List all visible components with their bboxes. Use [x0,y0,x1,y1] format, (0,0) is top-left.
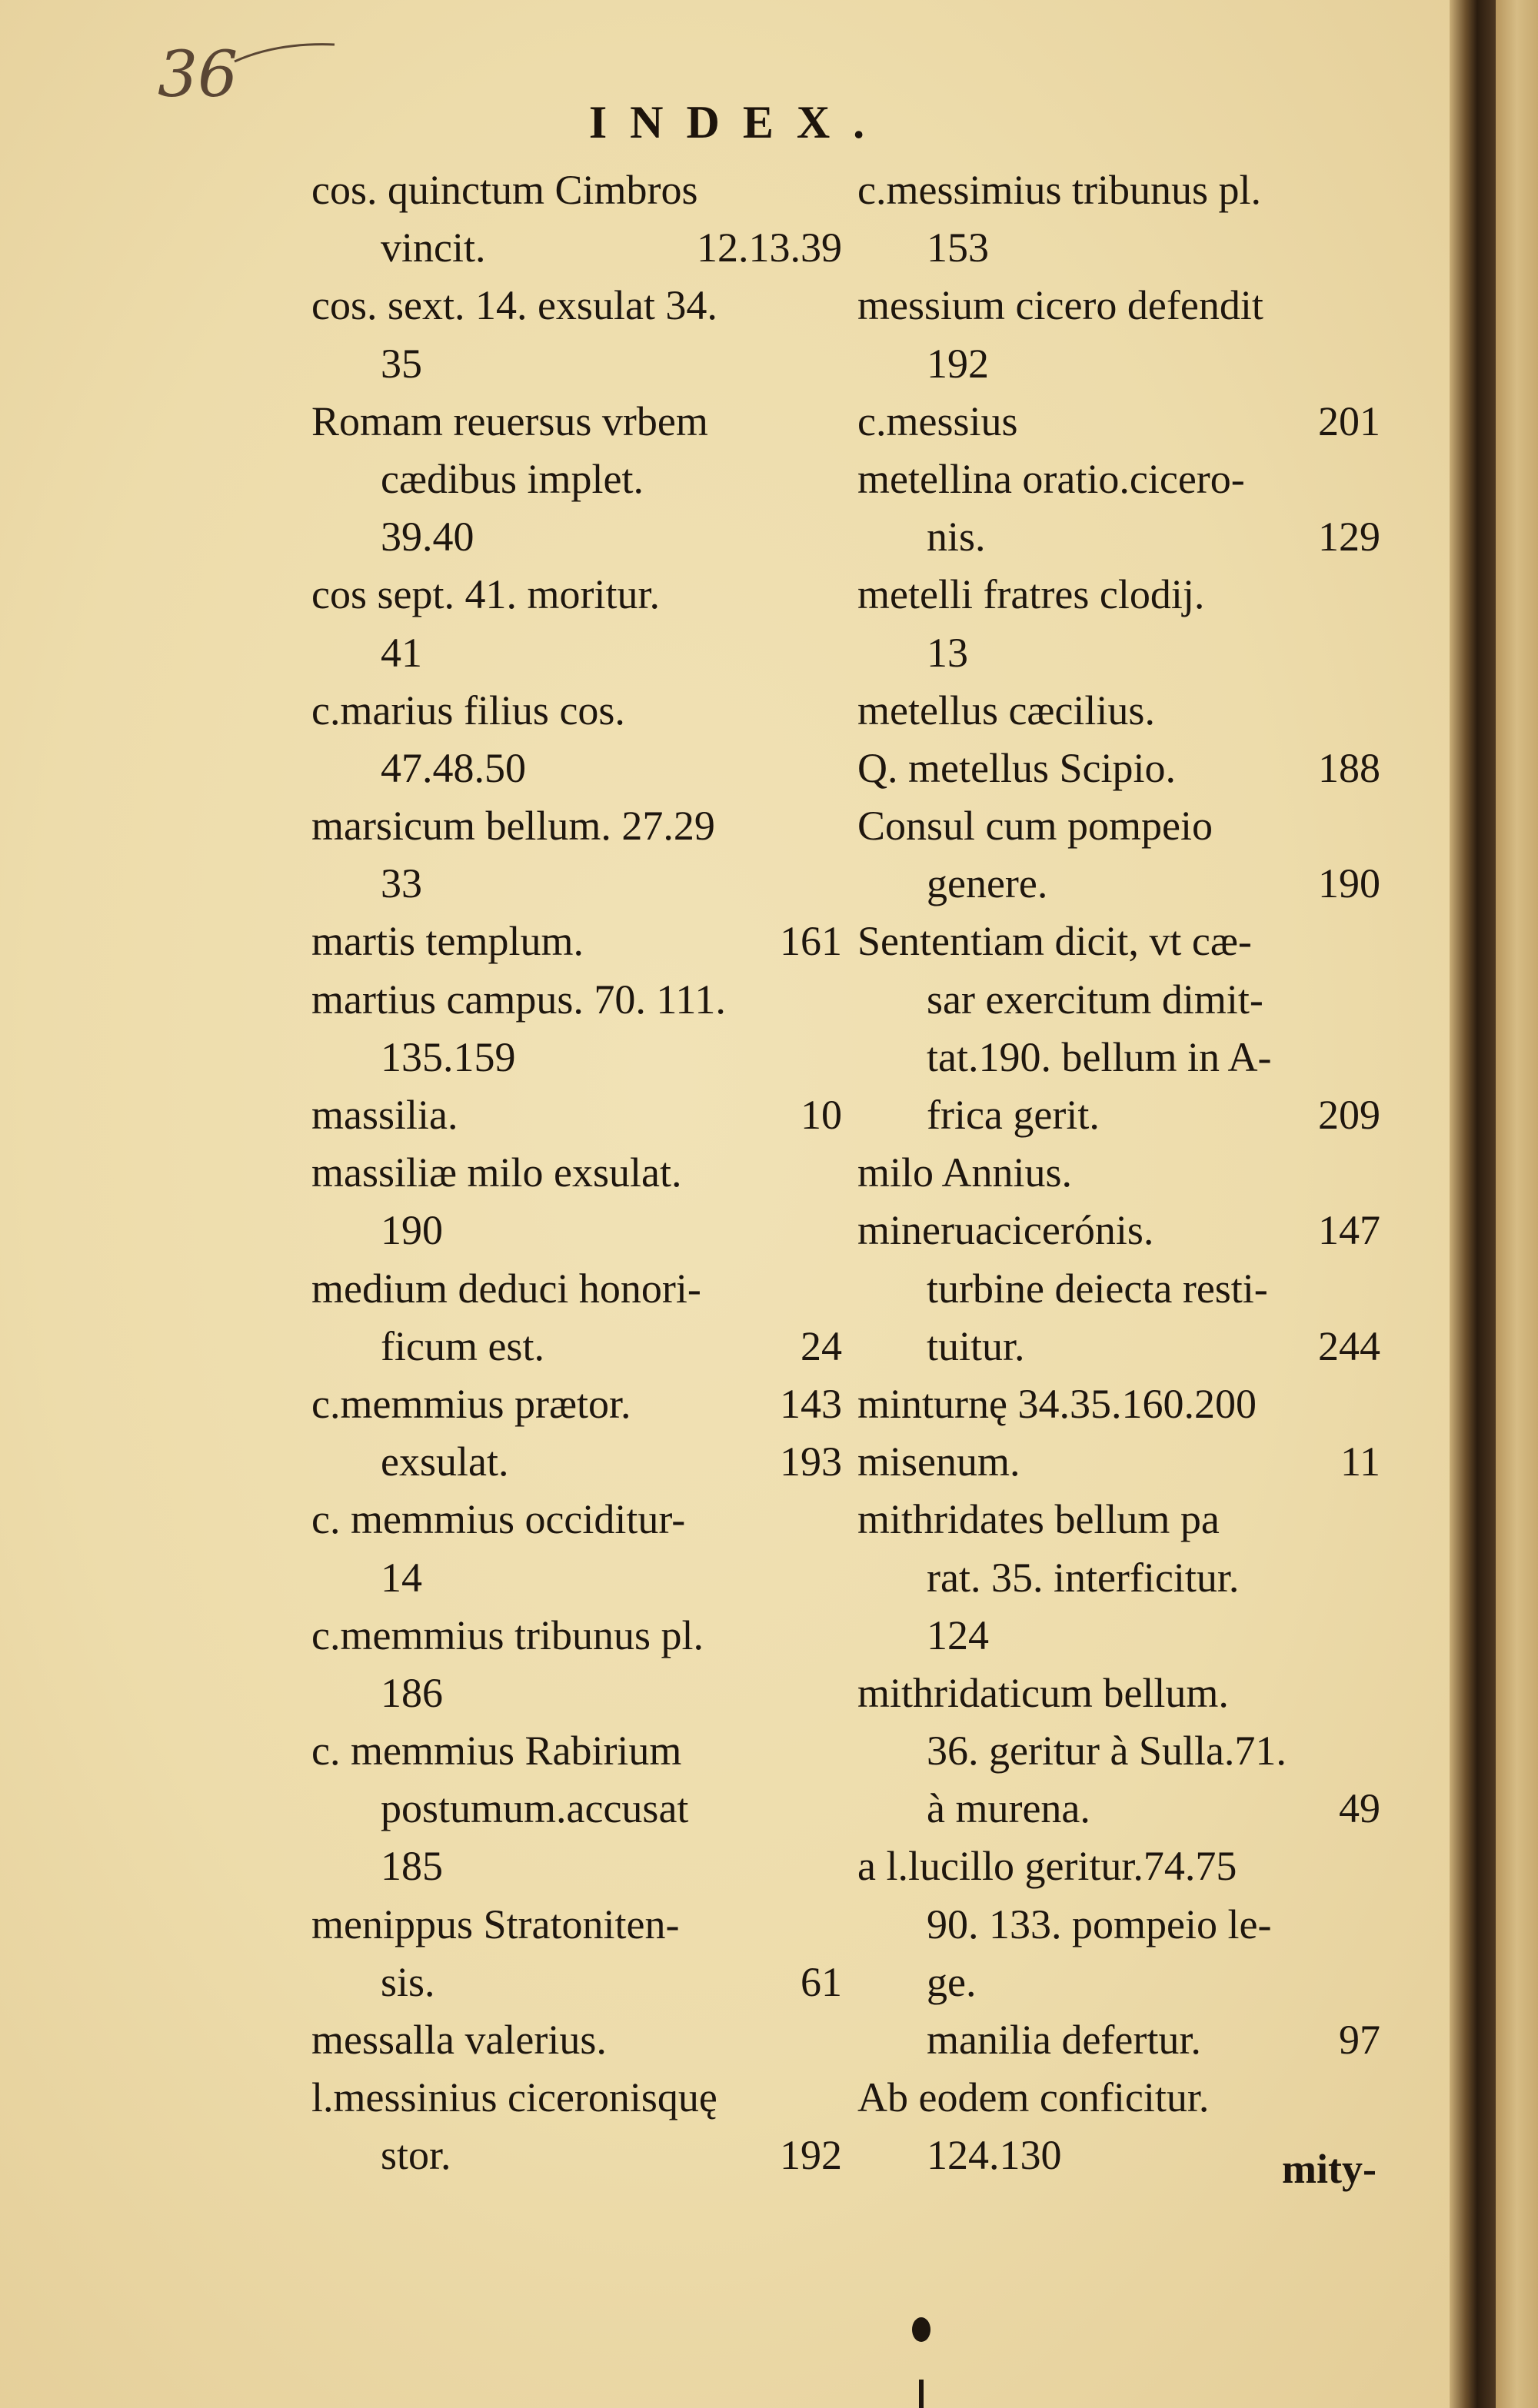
index-entry-line [311,508,842,566]
index-entry-line [311,451,842,508]
index-entry-text: martius campus. 70. 111. [311,976,726,1023]
index-entry-line [311,913,842,970]
index-entry-line [311,1722,842,1780]
printer-ornament [906,2307,937,2408]
index-entry-text: messium cicero defendit [857,282,1263,329]
page-header: INDEX. [588,97,888,148]
index-entry-text: a l.lucillo geritur.74.75 [857,1843,1237,1890]
index-entry-text: marsicum bellum. 27.29 [311,803,715,850]
index-entry-line [857,624,1380,682]
index-entry-text: tat.190. bellum in A- [927,1033,1272,1080]
index-entry-text: stor. [381,2132,451,2179]
index-page-ref: 147 [1318,1207,1380,1254]
index-entry-line [857,277,1380,334]
index-entry-line [857,855,1380,913]
index-page-ref: 201 [1318,397,1380,444]
index-page-ref: 143 [780,1380,842,1427]
index-entry-line [857,1433,1380,1491]
index-entry-text: massilia. [311,1092,458,1138]
index-entry-line [857,508,1380,566]
index-entry-line [857,1607,1380,1665]
index-entry-line [857,1202,1380,1259]
index-entry-text: l.messinius ciceronisquę [311,2074,717,2121]
index-entry-line [311,1838,842,1895]
facing-page-edge [1496,0,1538,2408]
index-entry-line [311,797,842,855]
index-entry-text: Ab eodem conficitur. [857,2074,1210,2121]
index-page-ref: 192 [780,2132,842,2179]
index-entry-text: ficum est. [381,1322,544,1369]
index-entry-text: 124 [927,1611,989,1658]
index-entry-line [857,913,1380,970]
index-entry-line [311,740,842,797]
index-entry-text: genere. [927,860,1048,907]
index-entry-line [311,1607,842,1665]
index-entry-line [857,219,1380,277]
index-page-ref: 24 [801,1322,842,1369]
index-entry-text: Q. metellus Scipio. [857,744,1176,791]
index-entry-text: tuitur. [927,1322,1025,1369]
index-entry-text: 186 [381,1669,443,1716]
index-page-ref: 11 [1340,1438,1380,1485]
index-entry-text: Romam reuersus vrbem [311,397,708,444]
index-entry-text: 153 [927,225,989,271]
index-entry-line [857,1144,1380,1202]
index-page-ref: 49 [1339,1785,1380,1832]
index-entry-text: 39.40 [381,514,474,560]
index-entry-text: mineruacicerónis. [857,1207,1154,1254]
index-entry-line [311,2127,842,2184]
index-entry-text: cos. quinctum Cimbros [311,167,698,213]
index-entry-text: sar exercitum dimit- [927,976,1263,1023]
index-entry-line [311,1260,842,1318]
index-entry-text: mithridates bellum pa [857,1496,1220,1543]
index-entry-text: postumum.accusat [381,1785,689,1832]
index-entry-line [311,682,842,740]
index-entry-text: mithridaticum bellum. [857,1669,1229,1716]
index-entry-line [311,1433,842,1491]
index-entry-text: 90. 133. pompeio le- [927,1901,1272,1947]
index-entry-line [857,1838,1380,1895]
index-entry-line [311,1318,842,1375]
index-entry-text: frica gerit. [927,1092,1100,1138]
index-column-right [857,161,1380,2185]
index-entry-text: 41 [381,629,422,676]
index-entry-line [311,2011,842,2069]
index-entry-text: ge. [927,1958,977,2005]
index-entry-line [311,1954,842,2011]
index-entry-text: vincit. [381,225,486,271]
index-entry-text: 14 [381,1554,422,1601]
index-entry-text: messalla valerius. [311,2017,607,2063]
index-entry-text: 13 [927,629,968,676]
index-entry-line [311,566,842,624]
index-entry-text: Consul cum pompeio [857,803,1213,850]
index-entry-line [857,566,1380,624]
index-entry-text: c.marius filius cos. [311,687,625,733]
index-entry-line [857,1722,1380,1780]
index-entry-line [857,2069,1380,2127]
index-entry-text: 33 [381,860,422,907]
index-page-ref: 188 [1318,744,1380,791]
index-entry-text: 135.159 [381,1033,516,1080]
index-entry-line [311,161,842,219]
index-entry-text: 190 [381,1207,443,1254]
index-entry-line [311,624,842,682]
index-page-ref: 193 [780,1438,842,1485]
index-entry-line [857,451,1380,508]
index-entry-line [311,1896,842,1954]
index-entry-line [857,1780,1380,1838]
index-entry-text: menippus Stratoniten- [311,1901,680,1947]
catchword: mity- [1282,2146,1377,2192]
index-entry-line [857,1491,1380,1548]
index-page-ref: 244 [1318,1322,1380,1369]
index-page-ref: 161 [780,918,842,965]
index-entry-text: metelli fratres clodij. [857,571,1205,618]
index-entry-line [311,1086,842,1144]
index-entry-text: metellus cæcilius. [857,687,1155,733]
index-entry-line [857,1029,1380,1086]
index-entry-text: milo Annius. [857,1149,1073,1196]
index-entry-line [311,1202,842,1259]
index-entry-text: c.memmius tribunus pl. [311,1611,704,1658]
index-entry-text: minturnę 34.35.160.200 [857,1380,1257,1427]
index-entry-line [311,1491,842,1548]
index-entry-line [311,335,842,393]
index-page-ref: 129 [1318,514,1380,560]
index-entry-text: 124.130 [927,2132,1062,2179]
index-entry-text: massiliæ milo exsulat. [311,1149,682,1196]
index-entry-text: 35 [381,340,422,387]
index-entry-text: c.messius [857,397,1018,444]
index-entry-line [311,1780,842,1838]
index-entry-line [311,277,842,334]
index-page-ref: 12.13.39 [697,225,842,271]
index-page-ref: 209 [1318,1092,1380,1138]
index-entry-line [857,1086,1380,1144]
index-entry-line [857,797,1380,855]
index-entry-text: martis templum. [311,918,584,965]
index-entry-text: manilia defertur. [927,2017,1201,2063]
index-entry-line [857,682,1380,740]
index-entry-text: c.messimius tribunus pl. [857,167,1261,213]
index-entry-text: sis. [381,1958,435,2005]
index-entry-text: exsulat. [381,1438,509,1485]
index-entry-text: cædibus implet. [381,455,644,502]
index-entry-text: c.memmius prætor. [311,1380,631,1427]
index-entry-text: 36. geritur à Sulla.71. [927,1728,1287,1774]
index-entry-text: rat. 35. interficitur. [927,1554,1240,1601]
index-entry-line [857,161,1380,219]
index-entry-line [857,1665,1380,1722]
index-entry-text: à murena. [927,1785,1090,1832]
index-entry-line [857,2011,1380,2069]
index-entry-line [857,1954,1380,2011]
index-entry-line [311,1665,842,1722]
index-entry-line [857,1260,1380,1318]
index-entry-line [311,1029,842,1086]
index-entry-line [857,971,1380,1029]
index-entry-text: c. memmius Rabirium [311,1728,682,1774]
index-entry-line [311,1144,842,1202]
index-entry-line [311,971,842,1029]
index-entry-text: cos sept. 41. moritur. [311,571,660,618]
index-page-ref: 10 [801,1092,842,1138]
index-entry-line [311,219,842,277]
folio-flourish [231,38,338,69]
index-entry-text: c. memmius occiditur- [311,1496,686,1543]
index-page-ref: 190 [1318,860,1380,907]
index-entry-line [857,1896,1380,1954]
index-entry-text: metellina oratio.cicero- [857,455,1245,502]
index-entry-line [857,393,1380,451]
page-gutter-shadow [1450,0,1496,2408]
index-entry-text: Sententiam dicit, vt cæ- [857,918,1252,965]
index-entry-text: 192 [927,340,989,387]
index-entry-text: nis. [927,514,986,560]
index-entry-text: misenum. [857,1438,1020,1485]
index-entry-text: cos. sext. 14. exsulat 34. [311,282,717,329]
index-entry-line [311,1549,842,1607]
index-entry-line [857,740,1380,797]
index-entry-text: 47.48.50 [381,744,526,791]
index-page-ref: 61 [801,1958,842,2005]
index-entry-line [311,1375,842,1433]
index-entry-line [857,1549,1380,1607]
index-entry-text: medium deduci honori- [311,1265,701,1312]
index-entry-line [311,2069,842,2127]
index-entry-line [857,335,1380,393]
index-entry-line [311,393,842,451]
index-entry-text: turbine deiecta resti- [927,1265,1268,1312]
folio-number: 36 [158,38,238,111]
index-entry-text: 185 [381,1843,443,1890]
index-column-left [311,161,842,2185]
index-page-ref: 97 [1339,2017,1380,2063]
index-entry-line [857,1318,1380,1375]
index-entry-line [311,855,842,913]
index-entry-line [857,1375,1380,1433]
